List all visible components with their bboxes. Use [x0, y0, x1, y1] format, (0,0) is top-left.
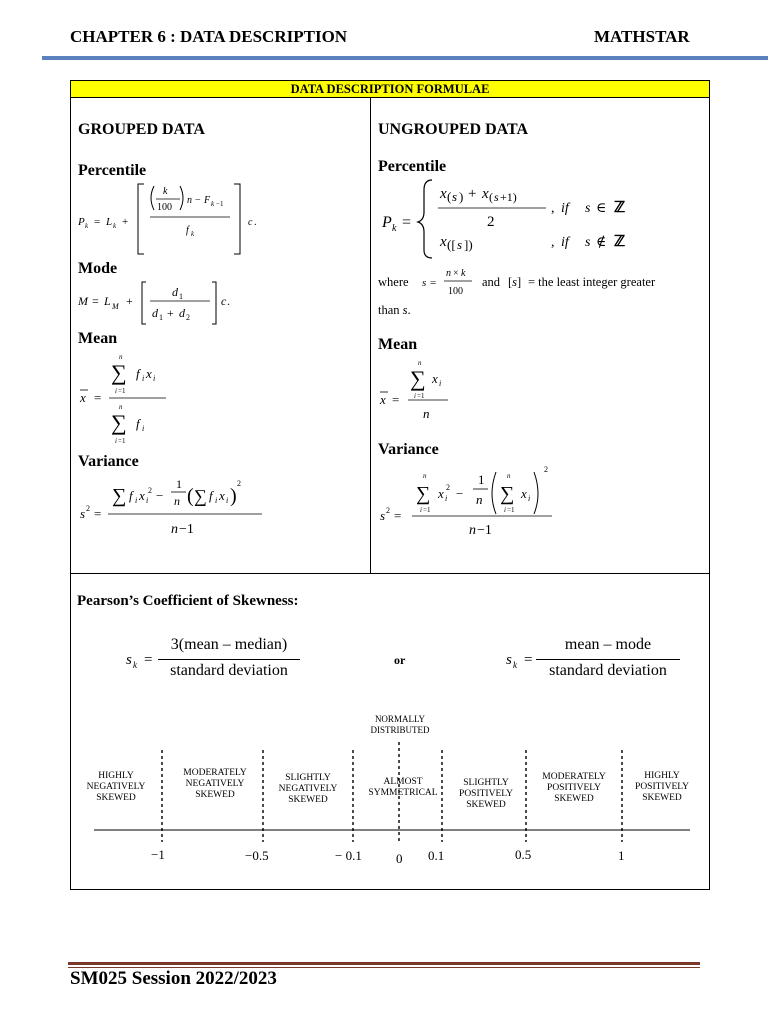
- svg-text:x: x: [146, 366, 152, 381]
- skew-label-moderately-negative: MODERATELY NEGATIVELY SKEWED: [183, 768, 247, 800]
- svg-text:i: i: [215, 496, 218, 505]
- svg-text:2: 2: [86, 504, 90, 513]
- tick-label-05: 0.5: [515, 847, 532, 862]
- svg-text:x: x: [139, 488, 145, 503]
- grouped-mode-formula: [76, 278, 246, 328]
- svg-text:n: n: [423, 406, 430, 421]
- svg-text:d: d: [179, 306, 185, 320]
- svg-text:s: s: [506, 652, 512, 668]
- svg-text:]): ]): [464, 237, 473, 252]
- svg-text:=: =: [94, 390, 102, 405]
- svg-text:i: i: [115, 437, 117, 445]
- and-text: and: [482, 275, 501, 289]
- svg-text:∑: ∑: [111, 360, 127, 385]
- svg-text:f: f: [136, 366, 140, 381]
- svg-text:): ): [230, 485, 237, 507]
- sk-symbol-right: [500, 634, 540, 674]
- svg-text:f: f: [186, 225, 189, 236]
- or-text: or: [394, 653, 406, 667]
- svg-text:−: −: [456, 486, 464, 501]
- svg-text:i: i: [146, 496, 149, 505]
- svg-text:s: s: [422, 277, 427, 289]
- svg-text:=: =: [524, 652, 533, 668]
- svg-text:n: n: [119, 353, 123, 361]
- svg-text:s: s: [452, 189, 458, 204]
- svg-text:2: 2: [386, 506, 390, 515]
- svg-text:k: k: [392, 223, 397, 234]
- svg-text:i: i: [135, 496, 138, 505]
- svg-text:i: i: [142, 424, 145, 433]
- svg-text:i: i: [420, 506, 422, 514]
- svg-text:=1: =1: [507, 506, 515, 514]
- tick-label-1: 1: [618, 848, 625, 863]
- svg-text:=: =: [144, 652, 153, 668]
- svg-text:F: F: [204, 195, 211, 206]
- svg-text:c: c: [248, 217, 253, 228]
- svg-text:n: n: [174, 494, 180, 508]
- svg-text:i: i: [226, 496, 229, 505]
- skew-label-moderately-positive: MODERATELY POSITIVELY SKEWED: [542, 772, 606, 804]
- svg-text:x: x: [440, 186, 447, 202]
- svg-text:n: n: [187, 195, 192, 206]
- skew-formula1-bar: [158, 659, 300, 660]
- svg-text:n: n: [418, 359, 422, 367]
- svg-text:L: L: [106, 216, 113, 228]
- svg-text:(: (: [447, 189, 452, 204]
- svg-text:=1: =1: [423, 506, 431, 514]
- svg-text:2: 2: [544, 465, 548, 474]
- ungrouped-percentile-formula: [376, 176, 666, 260]
- svg-text:s: s: [585, 201, 591, 216]
- svg-text:M: M: [112, 302, 119, 311]
- skew-formula2-numerator: mean – mode: [564, 636, 652, 653]
- svg-text:P: P: [382, 214, 392, 231]
- sk-symbol-left: [120, 634, 160, 674]
- tick-label-0: 0: [396, 851, 403, 866]
- svg-text:+: +: [167, 306, 174, 320]
- svg-text:=1: =1: [118, 437, 126, 445]
- skew-label-highly-positive: HIGHLY POSITIVELY SKEWED: [635, 771, 689, 803]
- grouped-mean-formula: [76, 350, 196, 450]
- svg-text:n: n: [469, 523, 476, 538]
- svg-text:if: if: [561, 235, 569, 250]
- svg-text:n: n: [476, 492, 483, 507]
- svg-text:k: k: [113, 222, 117, 230]
- svg-text:x: x: [521, 486, 527, 501]
- svg-text:d: d: [152, 306, 158, 320]
- grouped-mode-heading: Mode: [78, 260, 118, 277]
- chapter-title: CHAPTER 6 : DATA DESCRIPTION: [70, 27, 348, 46]
- svg-text:2: 2: [487, 214, 495, 230]
- svg-text:k: k: [85, 222, 89, 230]
- normally-distributed-label: NORMALLY DISTRIBUTED: [370, 714, 430, 735]
- ceiling-notation: [s]: [508, 275, 522, 289]
- grouped-data-title: GROUPED DATA: [78, 121, 205, 138]
- ungrouped-mean-heading: Mean: [378, 336, 418, 353]
- svg-text:=1: =1: [118, 387, 126, 395]
- svg-text:=: =: [430, 277, 437, 289]
- svg-text:s: s: [494, 190, 499, 204]
- skew-label-slightly-positive: SLIGHTLY POSITIVELY SKEWED: [459, 778, 513, 810]
- skewness-title: Pearson’s Coefficient of Skewness:: [77, 593, 299, 609]
- svg-text:M: M: [78, 294, 88, 308]
- svg-text:): ): [459, 189, 464, 204]
- column-divider: [370, 98, 371, 574]
- svg-text:s: s: [80, 506, 86, 521]
- svg-text:s: s: [126, 652, 132, 668]
- svg-text:f: f: [209, 488, 213, 503]
- than-text: than s.: [378, 303, 411, 317]
- ungrouped-variance-heading: Variance: [378, 441, 439, 458]
- svg-text:−: −: [195, 195, 201, 206]
- svg-text:,: ,: [551, 235, 555, 250]
- svg-text:f: f: [129, 488, 133, 503]
- svg-text:×: ×: [453, 268, 459, 279]
- svg-text:.: .: [227, 294, 230, 308]
- grouped-percentile-formula: [76, 180, 266, 258]
- ungrouped-percentile-heading: Percentile: [378, 158, 447, 175]
- svg-text:i: i: [439, 379, 442, 388]
- skew-label-slightly-negative: SLIGHTLY NEGATIVELY SKEWED: [278, 773, 338, 805]
- svg-text:+: +: [122, 216, 129, 228]
- svg-text:s: s: [380, 508, 386, 523]
- svg-text:n: n: [423, 472, 427, 480]
- svg-text:i: i: [153, 374, 156, 383]
- svg-text:k: k: [461, 268, 466, 279]
- svg-text:1: 1: [159, 313, 163, 322]
- svg-text:.: .: [254, 217, 257, 228]
- formulae-banner: DATA DESCRIPTION FORMULAE: [70, 80, 710, 98]
- ungrouped-mean-formula: [376, 356, 466, 428]
- svg-text:∈: ∈: [596, 201, 607, 216]
- svg-text:+1): +1): [500, 190, 517, 204]
- brand-name: MATHSTAR: [594, 27, 690, 46]
- svg-text:k: k: [133, 660, 137, 670]
- svg-text:∑: ∑: [500, 483, 515, 505]
- svg-text:n: n: [507, 472, 511, 480]
- svg-text:n: n: [119, 403, 123, 411]
- svg-text:1: 1: [478, 472, 485, 487]
- svg-text:s: s: [585, 235, 591, 250]
- footer-rule-thick: [68, 962, 700, 965]
- svg-text:=: =: [394, 508, 402, 523]
- svg-text:x: x: [440, 234, 447, 250]
- section-divider: [70, 573, 710, 574]
- svg-text:−1: −1: [179, 522, 194, 537]
- least-integer-text: = the least integer greater: [528, 275, 656, 289]
- svg-text:∑: ∑: [112, 485, 127, 507]
- svg-text:(: (: [187, 485, 194, 507]
- svg-text:=: =: [94, 506, 102, 521]
- svg-text:x: x: [482, 186, 489, 202]
- skew-formula2-denominator: standard deviation: [549, 662, 667, 679]
- svg-text:ℤ: ℤ: [614, 200, 626, 216]
- skew-label-highly-negative: HIGHLY NEGATIVELY SKEWED: [86, 771, 146, 803]
- svg-text:i: i: [142, 374, 145, 383]
- svg-text:x: x: [438, 486, 444, 501]
- svg-text:x: x: [80, 390, 86, 405]
- tick-label-neg01: − 0.1: [335, 848, 362, 863]
- svg-text:2: 2: [446, 483, 450, 492]
- grouped-variance-formula: [76, 472, 276, 540]
- svg-text:∉: ∉: [596, 235, 607, 250]
- svg-text:d: d: [172, 285, 178, 299]
- svg-text:=1: =1: [417, 392, 425, 400]
- skew-formula2-bar: [536, 659, 680, 660]
- grouped-percentile-heading: Percentile: [78, 162, 147, 179]
- svg-text:P: P: [78, 216, 85, 228]
- header-rule: [42, 56, 768, 60]
- ungrouped-data-title: UNGROUPED DATA: [378, 121, 529, 138]
- skew-formula1-numerator: 3(mean – median): [170, 636, 288, 653]
- svg-text:1: 1: [179, 292, 183, 301]
- svg-text:2: 2: [237, 479, 241, 488]
- svg-text:=: =: [392, 392, 400, 407]
- svg-text:(: (: [489, 190, 493, 204]
- svg-text:k: k: [191, 230, 195, 238]
- svg-text:s: s: [457, 237, 463, 252]
- svg-text:100: 100: [448, 286, 463, 297]
- svg-text:100: 100: [157, 202, 172, 213]
- tick-label-01: 0.1: [428, 848, 445, 863]
- grouped-variance-heading: Variance: [78, 453, 139, 470]
- svg-text:−1: −1: [216, 200, 224, 208]
- footer-session: SM025 Session 2022/2023: [70, 968, 277, 989]
- svg-text:∑: ∑: [410, 366, 426, 391]
- svg-text:=: =: [402, 214, 412, 231]
- svg-text:k: k: [163, 186, 168, 197]
- svg-text:∑: ∑: [111, 410, 127, 435]
- svg-text:∑: ∑: [194, 486, 207, 506]
- svg-text:x: x: [432, 371, 438, 386]
- tick-label-neg05: −0.5: [245, 848, 269, 863]
- skew-formula1-denominator: standard deviation: [170, 662, 288, 679]
- svg-text:=: =: [94, 216, 101, 228]
- svg-text:,: ,: [551, 201, 555, 216]
- svg-text:f: f: [136, 416, 140, 431]
- svg-text:i: i: [414, 392, 416, 400]
- svg-text:c: c: [221, 294, 227, 308]
- where-text: where: [378, 275, 409, 289]
- svg-text:+: +: [126, 294, 133, 308]
- svg-text:([: ([: [447, 237, 456, 252]
- s-definition: [418, 263, 478, 303]
- svg-text:k: k: [211, 200, 215, 208]
- svg-text:i: i: [504, 506, 506, 514]
- svg-text:L: L: [104, 294, 111, 308]
- ungrouped-variance-formula: [376, 460, 566, 542]
- svg-text:2: 2: [148, 486, 152, 495]
- svg-text:x: x: [380, 392, 386, 407]
- grouped-mean-heading: Mean: [78, 330, 118, 347]
- svg-text:n: n: [171, 522, 178, 537]
- svg-text:n: n: [446, 268, 451, 279]
- svg-text:=: =: [92, 294, 99, 308]
- svg-text:∑: ∑: [416, 483, 431, 505]
- svg-text:x: x: [219, 488, 225, 503]
- svg-text:1: 1: [176, 477, 182, 491]
- svg-text:i: i: [115, 387, 117, 395]
- tick-label-neg1: −1: [151, 847, 165, 862]
- svg-text:−: −: [156, 488, 164, 503]
- svg-text:k: k: [513, 660, 517, 670]
- skew-label-almost-symmetrical: ALMOST SYMMETRICAL: [368, 777, 438, 798]
- svg-text:i: i: [528, 494, 531, 503]
- svg-text:+: +: [468, 186, 477, 202]
- svg-text:i: i: [445, 494, 448, 503]
- svg-text:−1: −1: [477, 523, 492, 538]
- svg-text:ℤ: ℤ: [614, 234, 626, 250]
- svg-text:if: if: [561, 201, 569, 216]
- svg-text:2: 2: [186, 313, 190, 322]
